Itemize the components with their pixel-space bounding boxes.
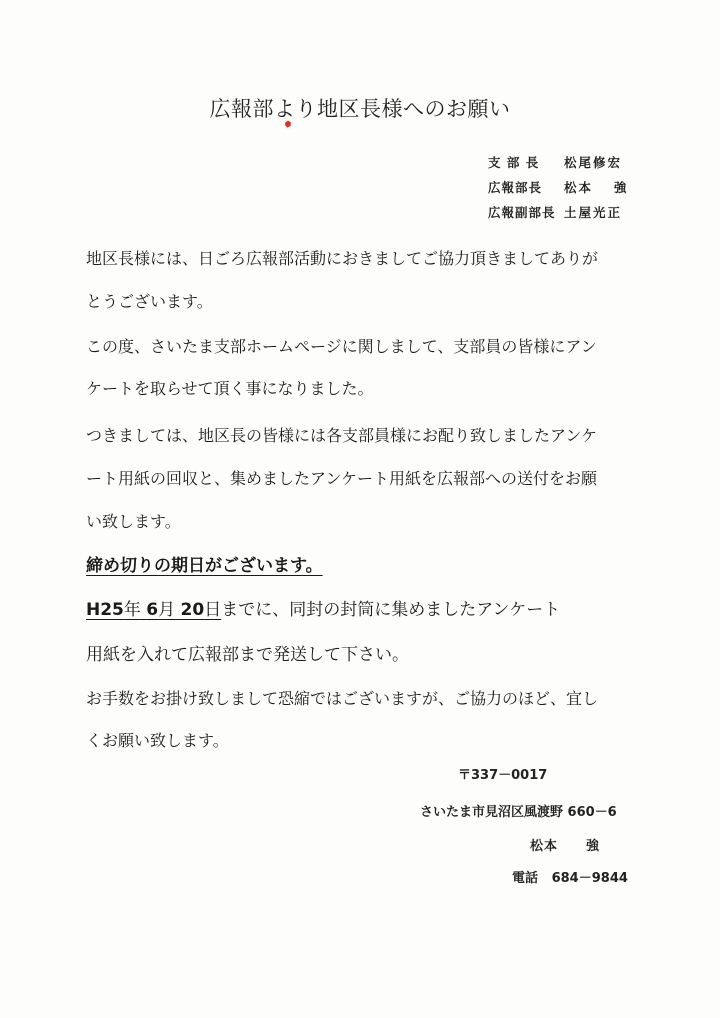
paragraph-line: 地区長様には、日ごろ広報部活動におきましてご協力頂きましてありが xyxy=(86,249,599,268)
signatories-block xyxy=(488,150,668,225)
signatory-name: 土屋光正 xyxy=(564,205,623,220)
deadline-month: 6 xyxy=(146,600,159,620)
deadline-line xyxy=(86,600,560,620)
deadline-month-kanji: 月 xyxy=(158,600,176,620)
contact-phone-line xyxy=(512,870,628,888)
deadline-day: 20 xyxy=(180,600,205,620)
paragraph-line: つきましては、地区長の皆様には各支部員様にお配り致しましたアンケ xyxy=(86,426,598,445)
paragraph-line: お手数をお掛け致しまして恐縮ではございますが、ご協力のほど、宜し xyxy=(86,689,599,708)
contact-address: さいたま市見沼区風渡野 660－6 xyxy=(420,805,617,820)
contact-name: 松本 強 xyxy=(530,839,601,854)
signatory-role: 広報部長 xyxy=(488,180,543,195)
signatory-row xyxy=(488,200,668,225)
deadline-notice: 締め切りの期日がございます。 xyxy=(86,556,323,576)
paragraph-line: くお願い致します。 xyxy=(86,731,229,750)
red-ink-dot-icon xyxy=(284,120,292,128)
paragraph-line: この度、さいたま支部ホームページに関しまして、支部員の皆様にアン xyxy=(86,337,597,356)
deadline-date xyxy=(86,600,221,620)
deadline-day-kanji: 日 xyxy=(204,600,222,620)
signatory-row xyxy=(488,150,668,175)
paragraph-line: ート用紙の回収と、集めましたアンケート用紙を広報部への送付をお願 xyxy=(86,469,598,488)
postal-code: 〒337－0017 xyxy=(458,768,548,783)
phone-number: 684－9844 xyxy=(551,871,628,886)
signatory-name: 松尾修宏 xyxy=(564,155,623,170)
document-title: 広報部より地区長様へのお願い xyxy=(209,97,511,121)
deadline-rest: までに、同封の封筒に集めましたアンケート xyxy=(221,600,561,620)
signatory-name: 松本 強 xyxy=(564,180,629,195)
phone-label: 電話 xyxy=(512,871,539,886)
signatory-role: 広報副部長 xyxy=(488,205,556,220)
signatory-role: 支 部 長 xyxy=(488,155,540,170)
deadline-era: H25 xyxy=(86,600,124,620)
deadline-year-kanji: 年 xyxy=(123,600,141,620)
paragraph-line: ケートを取らせて頂く事になりました。 xyxy=(86,379,374,398)
paragraph-line: い致します。 xyxy=(86,512,181,531)
paragraph-line: 用紙を入れて広報部まで発送して下さい。 xyxy=(86,645,409,665)
paragraph-line: とうございます。 xyxy=(86,292,213,311)
signatory-row xyxy=(488,175,668,200)
